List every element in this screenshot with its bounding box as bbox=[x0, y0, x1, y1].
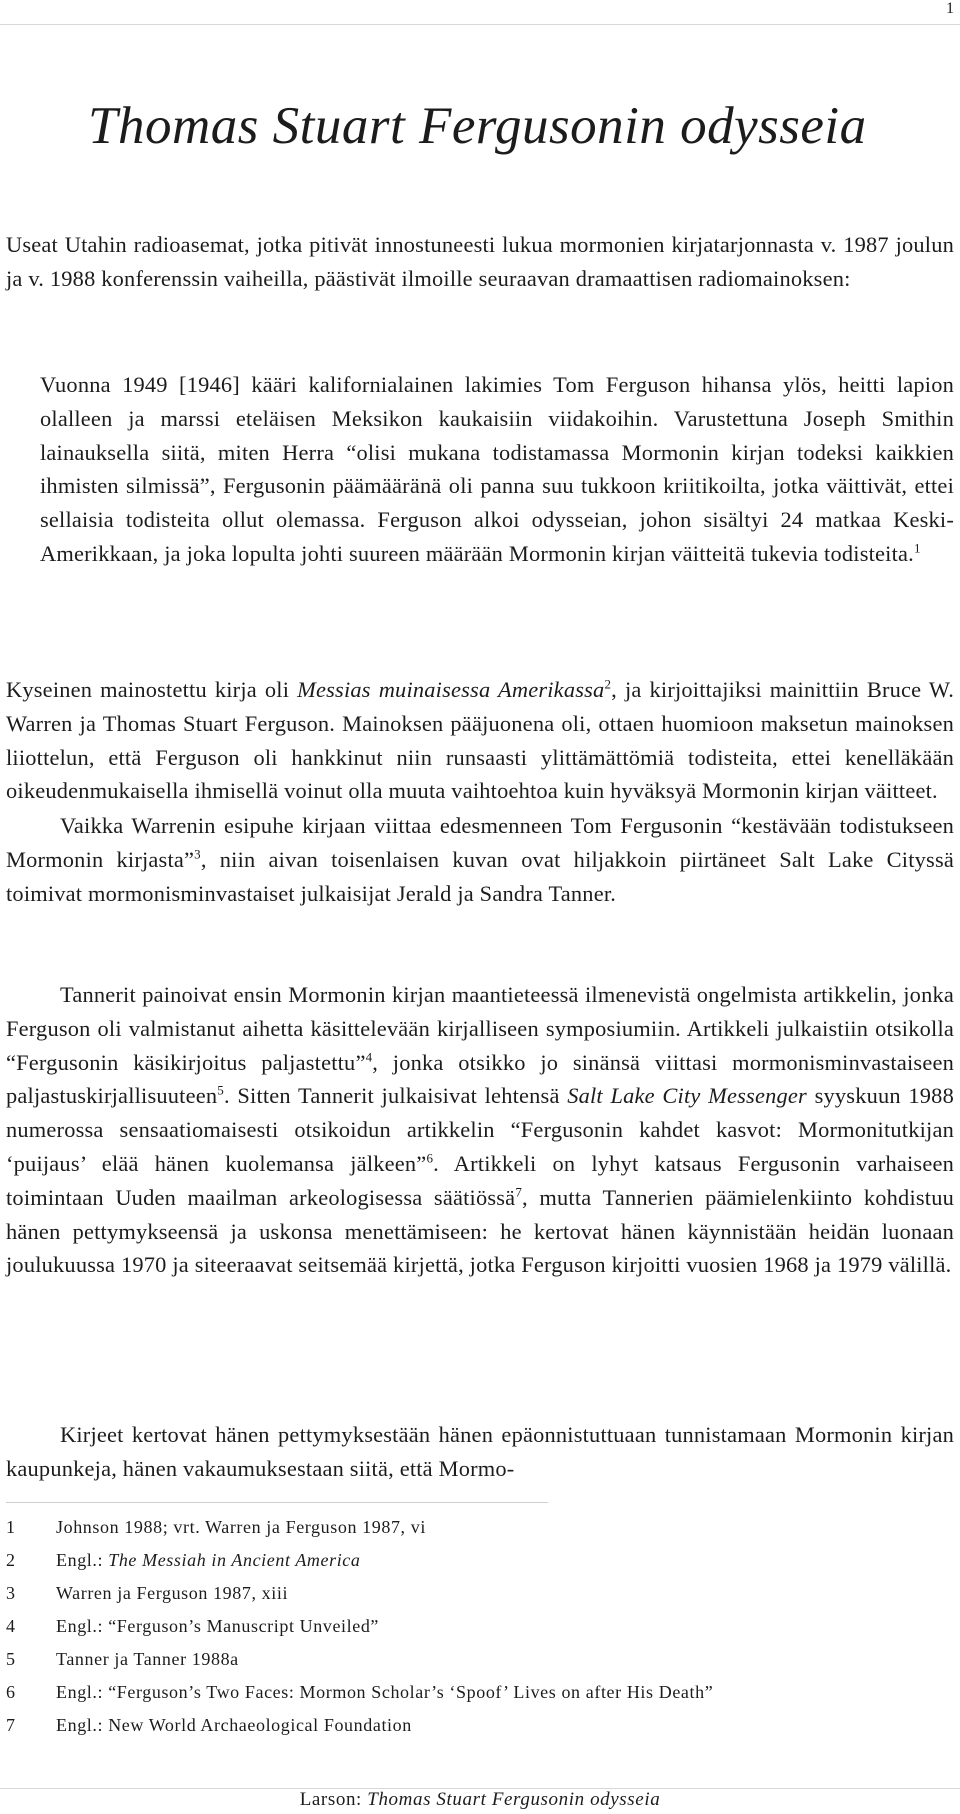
paragraph-text: , jonka otsikko jo sinänsä viittasi mormonisminvastaiseen paljastuskirjallisuuteen bbox=[6, 1049, 954, 1109]
running-footer bbox=[0, 1789, 960, 1811]
quote-text: Vuonna 1949 [1946] kääri kalifornialainen lakimies Tom Ferguson hihansa ylös, heitti lapion olalleen ja marssi eteläisen Meksikon kaukaisiin viidakoihin. Varustettuna Joseph Smithin lainauksella siitä, miten Herra “olisi mukana todistamassa Mormonin kirjan todeksi kaikkien ihmisten silmissä”, Fergusonin päämääränä oli panna suu tukkoon kriitikoilta, jotka väittivät, ettei sellaisia todisteita ollut olemassa. Ferguson alkoi odysseian, johon sisältyi 24 matkaa Keski-Amerikkaan, ja joka lopulta johti suureen määrään Mormonin kirjan väitteitä tukevia todisteita. bbox=[40, 372, 954, 566]
footnote-number: 6 bbox=[6, 1682, 16, 1702]
paragraph-text: syyskuun 1988 numerossa sensaatiomaisesti otsikoidun artikkelin “Fergusonin kahdet kasvot: Mormonitutkijan ‘puijaus’ elää hänen kuolemansa jälkeen” bbox=[6, 1083, 954, 1176]
book-title: Messias muinaisessa Amerikassa bbox=[297, 677, 605, 702]
footnote-number: 7 bbox=[6, 1715, 16, 1735]
footnote-number: 3 bbox=[6, 1583, 16, 1603]
footnote-number: 2 bbox=[6, 1550, 16, 1570]
footnote bbox=[6, 1582, 946, 1615]
footnote-text: Johnson 1988; vrt. Warren ja Ferguson 1987, vi bbox=[56, 1517, 426, 1537]
paragraph-2 bbox=[6, 673, 954, 808]
footnote-text: Engl.: “Ferguson’s Two Faces: Mormon Scholar’s ‘Spoof’ Lives on after His Death” bbox=[56, 1682, 714, 1702]
page-number: 1 bbox=[946, 0, 954, 17]
footnote-number: 5 bbox=[6, 1649, 16, 1669]
paragraph-text: , mutta Tannerien päämielenkiinto kohdistuu hänen pettymykseensä ja uskonsa menettämiseen: he kertovat hänen käynnistään heidän luonaan joulukuussa 1970 ja siteeraavat seitsemää kirjettä, jotka Ferguson kirjoitti vuosien 1968 ja 1979 välillä. bbox=[6, 1184, 954, 1278]
footnote-ref: 4 bbox=[365, 1049, 373, 1065]
footnote-list bbox=[6, 1516, 946, 1747]
footnote-ref: 1 bbox=[913, 540, 921, 556]
footnote bbox=[6, 1615, 946, 1648]
page-title: Thomas Stuart Fergusonin odysseia bbox=[88, 97, 867, 155]
newsletter-title: Salt Lake City Messenger bbox=[567, 1083, 807, 1109]
intro-paragraph: Useat Utahin radioasemat, jotka pitivät innostuneesti lukua mormonien kirjatarjonnasta v. 1987 joulun ja v. 1988 konferenssin vaiheilla, päästivät ilmoille seuraavan dramaattisen radiomainoksen: bbox=[6, 232, 954, 291]
footnote bbox=[6, 1516, 946, 1549]
paragraph-text: Tannerit painoivat ensin Mormonin kirjan maantieteessä ilmenevistä ongelmista artikkelin, jonka Ferguson oli valmistanut aihetta käsittelevään kirjalliseen symposiumiin. Artikkeli julkaistiin otsikolla “Fergusonin käsikirjoitus paljastettu” bbox=[6, 982, 954, 1075]
paragraph-text: , niin aivan toisenlaisen kuvan ovat hiljakkoin piirtäneet Salt Lake Cityssä toimivat mormonisminvastaiset julkaisijat Jerald ja Sandra Tanner. bbox=[6, 846, 955, 906]
footnote-divider bbox=[6, 1502, 548, 1503]
paragraph-3 bbox=[6, 809, 954, 910]
footnote bbox=[6, 1549, 946, 1582]
paragraph-text: . Artikkeli on lyhyt katsaus Fergusonin varhaiseen toimintaan Uuden maailman arkeologisessa säätiössä bbox=[6, 1150, 954, 1210]
footnote-ref: 7 bbox=[515, 1184, 523, 1200]
paragraph-4 bbox=[6, 978, 954, 1282]
footnote-number: 1 bbox=[6, 1517, 16, 1537]
paragraph-text: Kyseinen mainostettu kirja oli bbox=[6, 677, 298, 702]
footnote bbox=[6, 1681, 946, 1714]
paragraph-text: , ja kirjoittajiksi mainittiin Bruce W. Warren ja Thomas Stuart Ferguson. Mainoksen pääjuonena oli, ottaen huomioon maksetun mainoksen liiottelun, että Ferguson oli hankkinut niin runsaasti ylittämättömiä todisteita, ettei kenelläkään oikeudenmukaisella ihmisellä voinut olla muuta vaihtoehtoa kuin hyväksyä Mormonin kirjan väitteet. bbox=[6, 677, 955, 804]
paragraph-5: Kirjeet kertovat hänen pettymyksestään hänen epäonnistuttuaan tunnistamaan Mormonin kirjan kaupunkeja, hänen vakaumuksestaan siitä, että Mormo- bbox=[6, 1422, 954, 1481]
footnote-ref: 6 bbox=[426, 1150, 434, 1166]
footnote-text: Engl.: “Ferguson’s Manuscript Unveiled” bbox=[56, 1616, 380, 1636]
footnote-ref: 2 bbox=[604, 676, 612, 692]
footer-title: Thomas Stuart Fergusonin odysseia bbox=[367, 1789, 661, 1810]
footnote-text: Engl.: New World Archaeological Foundation bbox=[56, 1715, 412, 1735]
footnote-ref: 3 bbox=[194, 846, 201, 862]
footnote-text: Tanner ja Tanner 1988a bbox=[56, 1649, 239, 1669]
footer-author: Larson: bbox=[299, 1789, 368, 1810]
footnote-text: Warren ja Ferguson 1987, xiii bbox=[56, 1583, 289, 1603]
paragraph-text: . Sitten Tannerit julkaisivat lehtensä bbox=[223, 1083, 568, 1109]
footnote-ref: 5 bbox=[217, 1082, 224, 1098]
paragraph-text: Vaikka Warrenin esipuhe kirjaan viittaa edesmenneen Tom Fergusonin “kestävään todistukseen Mormonin kirjasta” bbox=[6, 813, 954, 872]
header-divider bbox=[0, 24, 960, 25]
footnote-text: Engl.: The Messiah in Ancient America bbox=[56, 1550, 361, 1570]
footnote-number: 4 bbox=[6, 1616, 16, 1636]
footnote bbox=[6, 1648, 946, 1681]
block-quote bbox=[40, 368, 954, 571]
footnote bbox=[6, 1714, 946, 1747]
